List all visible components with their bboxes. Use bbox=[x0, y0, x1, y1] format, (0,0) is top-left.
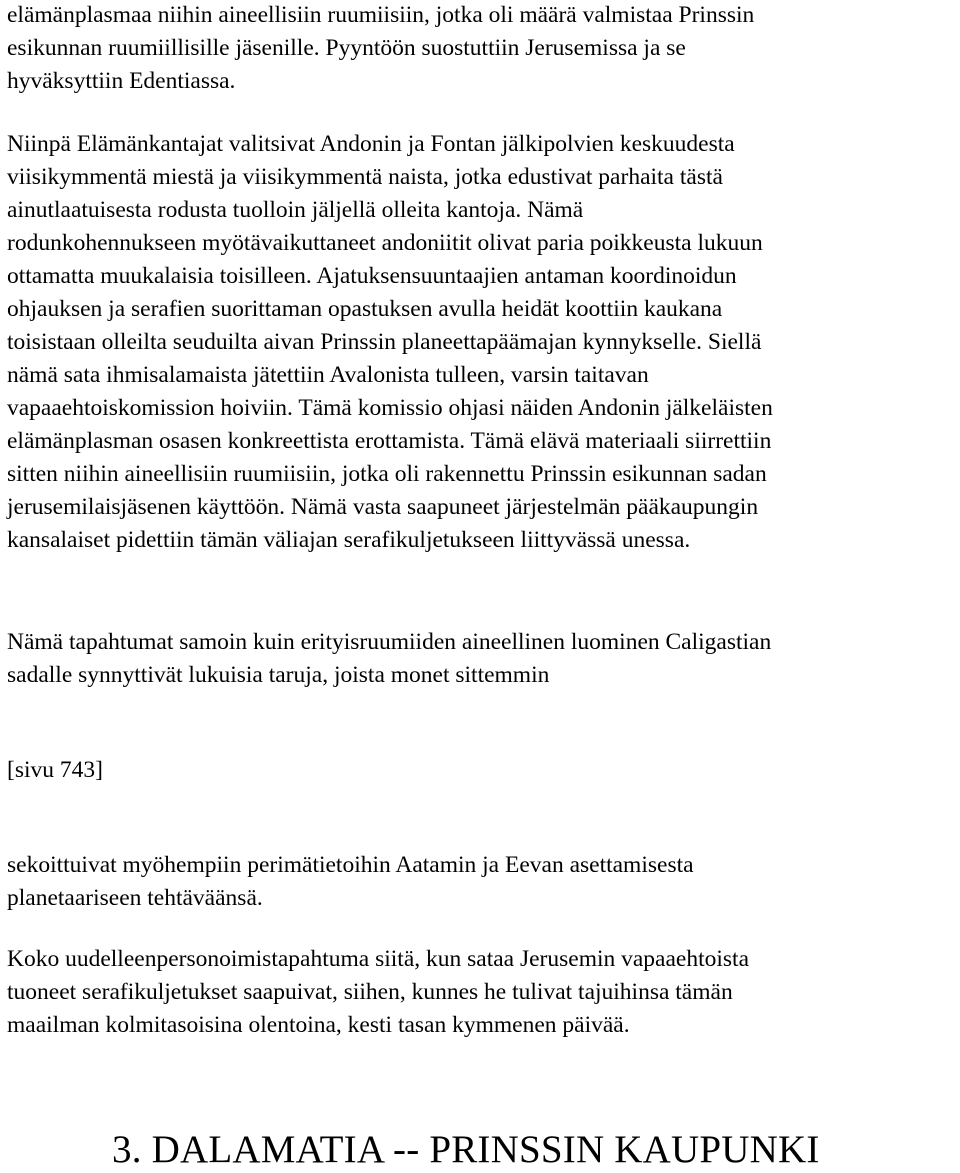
paragraph-5 bbox=[7, 943, 749, 1042]
paragraph-4 bbox=[7, 849, 694, 915]
text-line: Koko uudelleenpersonoimistapahtuma siitä, kun sataa Jerusemin vapaaehtoista bbox=[7, 946, 750, 972]
text-line: vapaaehtoiskomission hoiviin. Tämä komissio ohjasi näiden Andonin jälkeläisten bbox=[7, 395, 773, 421]
text-line: ainutlaatuisesta rodusta tuolloin jäljellä olleita kantoja. Nämä bbox=[7, 197, 584, 223]
text-line: esikunnan ruumiillisille jäsenille. Pyyntöön suostuttiin Jerusemissa ja se bbox=[7, 35, 686, 61]
text-line: rodunkohennukseen myötävaikuttaneet andoniitit olivat paria poikkeusta lukuun bbox=[7, 230, 763, 256]
text-line: elämänplasmaa niihin aineellisiin ruumiisiin, jotka oli määrä valmistaa Prinssin bbox=[7, 2, 755, 28]
text-line: planetaariseen tehtäväänsä. bbox=[7, 885, 263, 911]
text-line: viisikymmentä miestä ja viisikymmentä naista, jotka edustivat parhaita tästä bbox=[7, 164, 723, 190]
paragraph-3 bbox=[7, 626, 771, 692]
text-line: hyväksyttiin Edentiassa. bbox=[7, 68, 236, 94]
text-line: Niinpä Elämänkantajat valitsivat Andonin ja Fontan jälkipolvien keskuudesta bbox=[7, 131, 735, 157]
section-heading: 3. DALAMATIA -- PRINSSIN KAUPUNKI bbox=[112, 1128, 820, 1171]
paragraph-2 bbox=[7, 128, 773, 557]
text-line: ottamatta muukalaisia toisilleen. Ajatuksensuuntaajien antaman koordinoidun bbox=[7, 263, 737, 289]
page-number-text: [sivu 743] bbox=[7, 757, 103, 783]
text-line: elämänplasman osasen konkreettista erottamista. Tämä elävä materiaali siirrettiin bbox=[7, 428, 772, 454]
text-line: kansalaiset pidettiin tämän väliajan serafikuljetukseen liittyvässä unessa. bbox=[7, 527, 691, 553]
text-line: nämä sata ihmisalamaista jätettiin Avalonista tulleen, varsin taitavan bbox=[7, 362, 649, 388]
text-line: ohjauksen ja serafien suorittaman opastuksen avulla heidät koottiin kaukana bbox=[7, 296, 723, 322]
text-line: sadalle synnyttivät lukuisia taruja, joista monet sittemmin bbox=[7, 662, 550, 688]
text-line: Nämä tapahtumat samoin kuin erityisruumiiden aineellinen luominen Caligastian bbox=[7, 629, 772, 655]
text-line: toisistaan olleilta seuduilta aivan Prinssin planeettapäämajan kynnykselle. Siellä bbox=[7, 329, 762, 355]
text-line: maailman kolmitasoisina olentoina, kesti tasan kymmenen päivää. bbox=[7, 1012, 630, 1038]
text-line: jerusemilaisjäsenen käyttöön. Nämä vasta saapuneet järjestelmän pääkaupungin bbox=[7, 494, 759, 520]
page-marker bbox=[7, 754, 103, 787]
text-line: sitten niihin aineellisiin ruumiisiin, jotka oli rakennettu Prinssin esikunnan sadan bbox=[7, 461, 767, 487]
paragraph-1 bbox=[7, 0, 754, 98]
text-line: tuoneet serafikuljetukset saapuivat, siihen, kunnes he tulivat tajuihinsa tämän bbox=[7, 979, 733, 1005]
text-line: sekoittuivat myöhempiin perimätietoihin Aatamin ja Eevan asettamisesta bbox=[7, 852, 694, 878]
